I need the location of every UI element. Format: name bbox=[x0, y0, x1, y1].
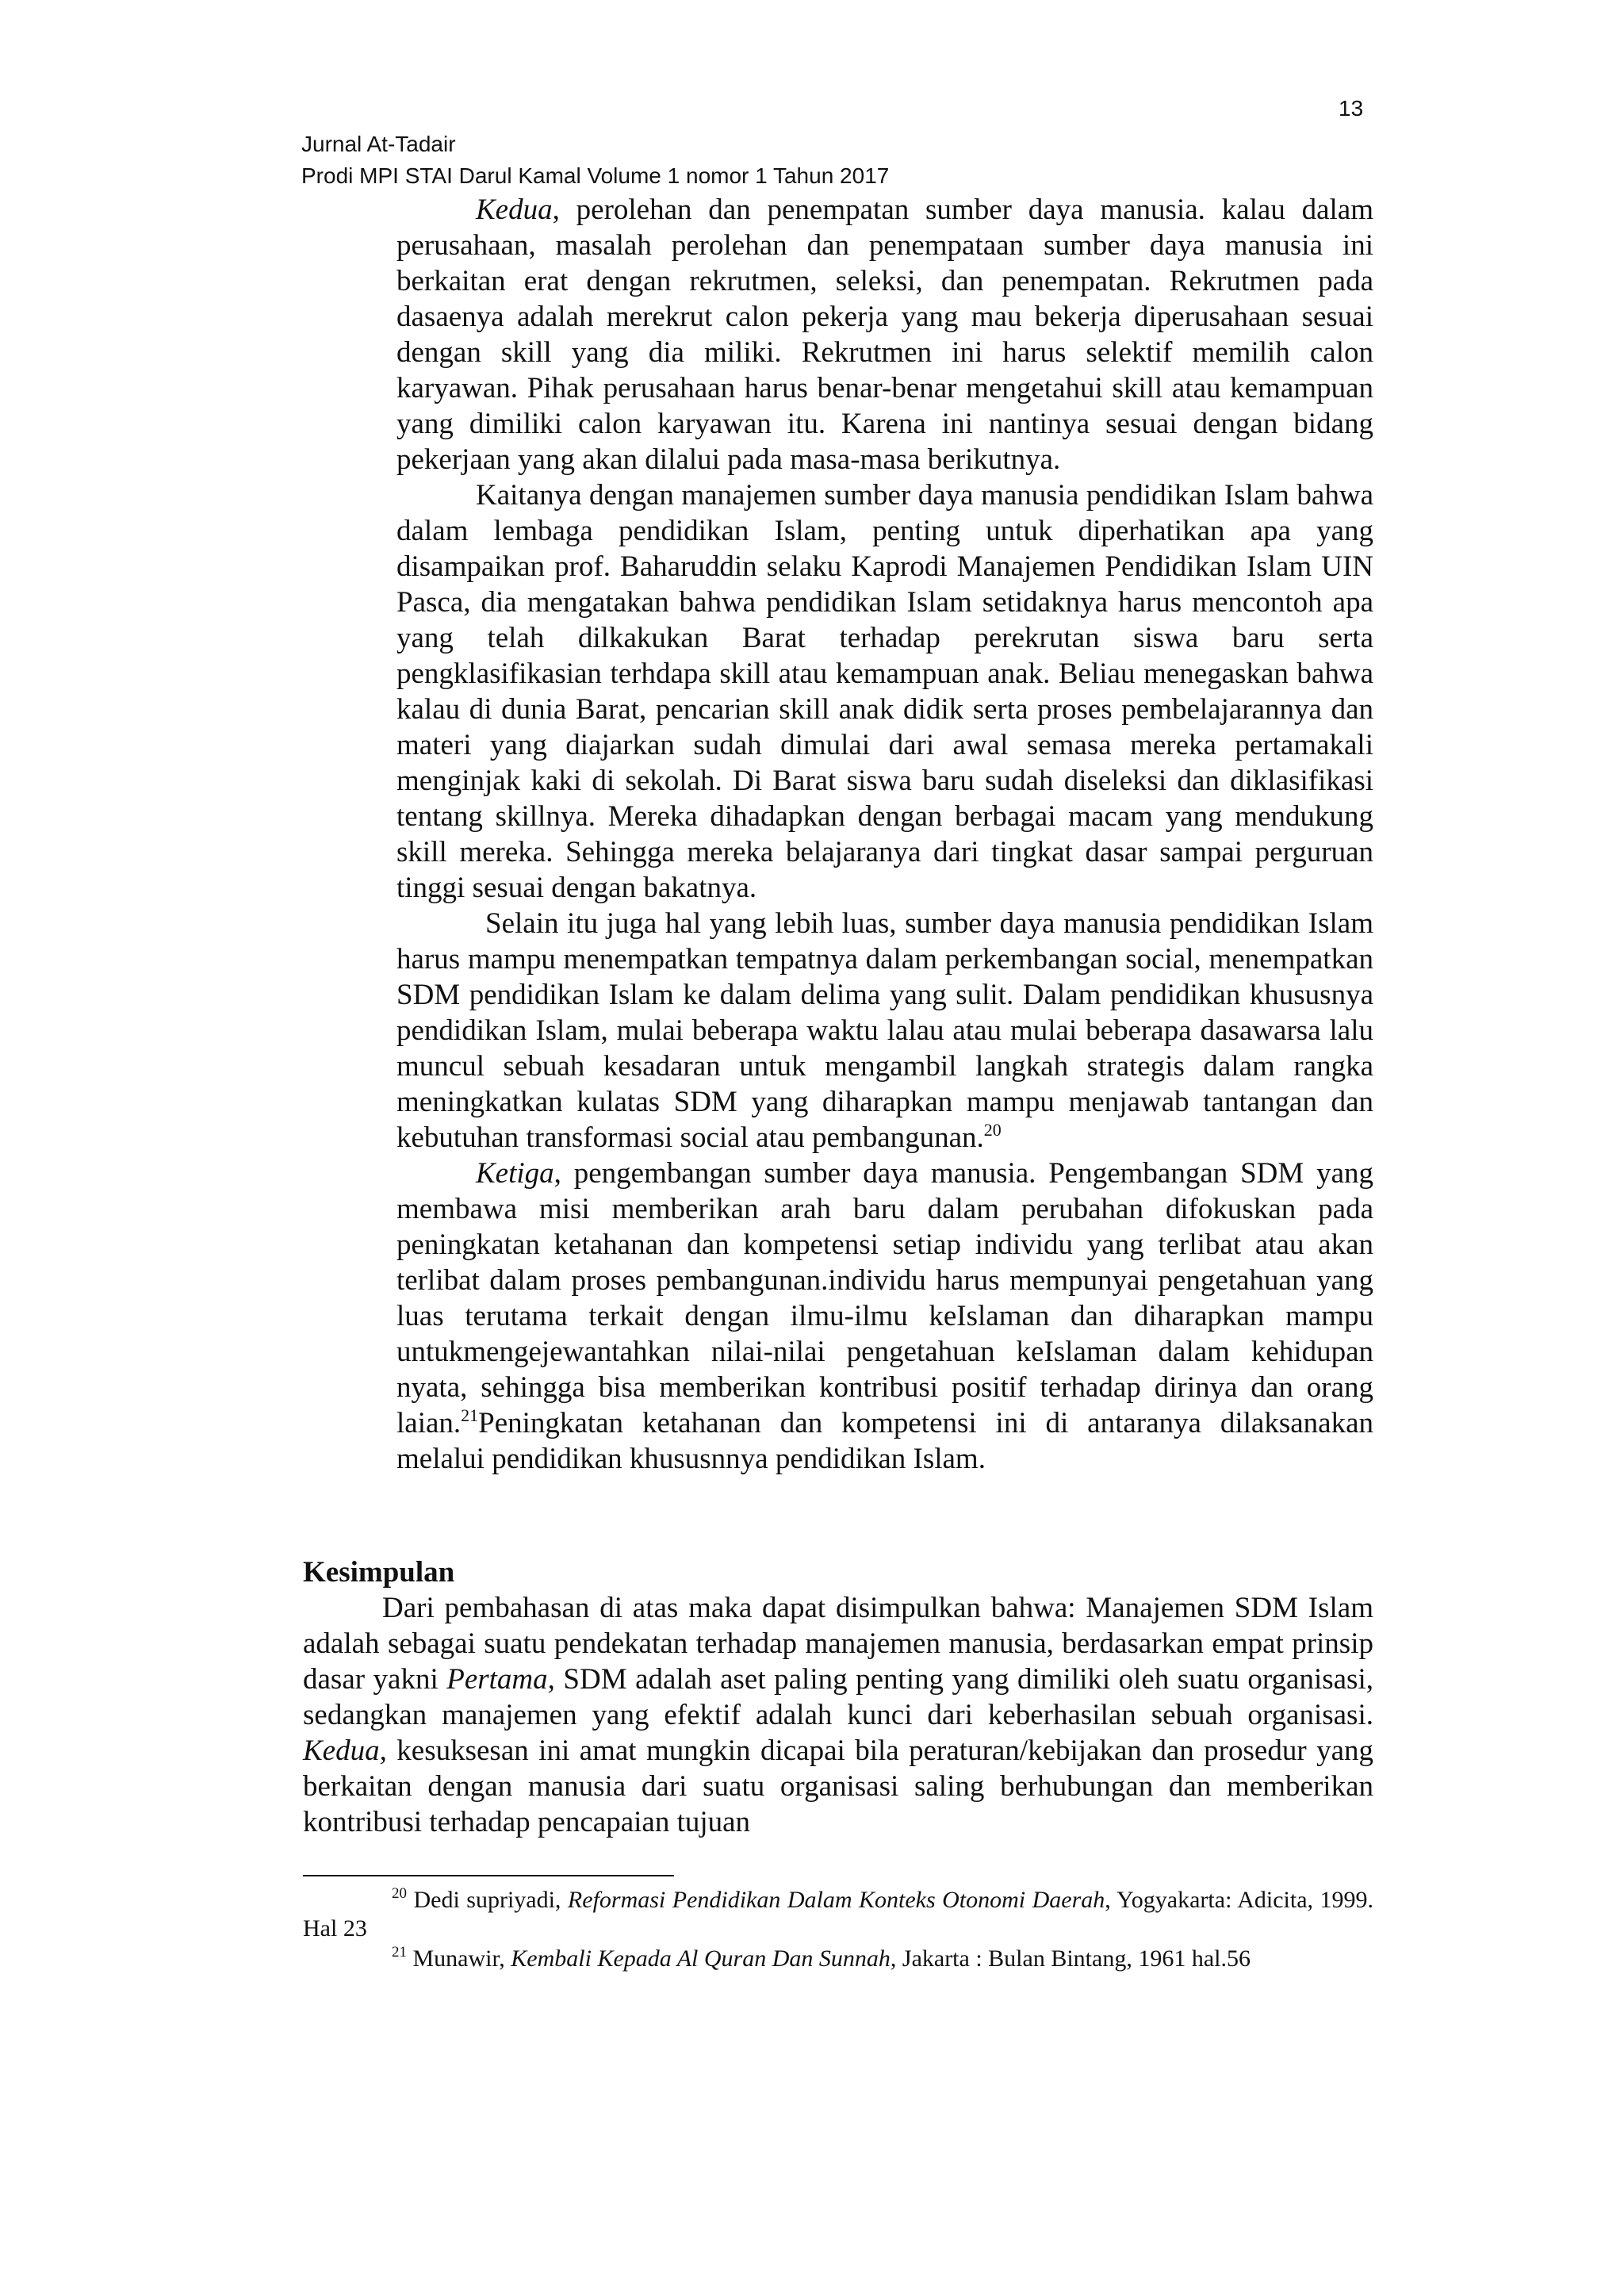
paragraph-conclusion bbox=[303, 1590, 1373, 1840]
footnote-number: 20 bbox=[392, 1885, 407, 1902]
paragraph-text: , pengembangan sumber daya manusia. Pengembangan SDM yang membawa misi memberikan arah baru dalam perubahan difokuskan pada peningkatan ketahanan dan kompetensi setiap individu yang terlibat atau akan terlibat dalam proses pembangunan.individu harus mempunyai pengetahuan yang luas terutama terkait dengan ilmu-ilmu keIslaman dan diharapkan mampu untukmengejewantahkan nilai-nilai pengetahuan keIslaman dalam kehidupan nyata, sehingga bisa memberikan kontribusi positif terhadap dirinya dan orang laian. bbox=[396, 1157, 1373, 1439]
paragraph-kaitanya bbox=[396, 477, 1373, 906]
footnote-text: , Yogyakarta: Adicita, 1999. Hal 23 bbox=[303, 1887, 1374, 1941]
footnote-title: Reformasi Pendidikan Dalam Konteks Otonomi Daerah bbox=[567, 1887, 1105, 1913]
paragraph-text: , perolehan dan penempatan sumber daya manusia. kalau dalam perusahaan, masalah perolehan dan penempataan sumber daya manusia ini berkaitan erat dengan rekrutmen, seleksi, dan penempatan. Rekrutmen pada dasaenya adalah merekrut calon pekerja yang mau bekerja diperusahaan sesuai dengan skill yang dia miliki. Rekrutmen ini harus selektif memilih calon karyawan. Pihak perusahaan harus benar-benar mengetahui skill atau kemampuan yang dimiliki calon karyawan itu. Karena ini nantinya sesuai dengan bidang pekerjaan yang akan dilalui pada masa-masa berikutnya. bbox=[396, 194, 1373, 476]
section-heading-kesimpulan: Kesimpulan bbox=[303, 1556, 455, 1589]
footnote-text: Munawir, bbox=[407, 1945, 511, 1972]
paragraph-text: SDM adalah aset paling penting yang dimiliki oleh suatu organisasi, sedangkan manajemen yang efektif adalah kunci dari keberhasilan sebuah organisasi. bbox=[303, 1663, 1373, 1731]
paragraph-text: Peningkatan ketahanan dan kompetensi ini di antaranya dilaksanakan melalui pendidikan khususnnya pendidikan Islam. bbox=[396, 1407, 1373, 1475]
footnote-title: Kembali Kepada Al Quran Dan Sunnah bbox=[511, 1945, 891, 1972]
emphasis-pertama: Pertama, bbox=[446, 1663, 555, 1696]
footnote-21 bbox=[303, 1945, 1373, 1973]
paragraph-selain bbox=[396, 906, 1373, 1156]
footnote-number: 21 bbox=[392, 1944, 407, 1961]
emphasis-kedua: Kedua bbox=[476, 194, 553, 226]
footnote-text: Dedi supriyadi, bbox=[407, 1887, 568, 1913]
footnote-20 bbox=[303, 1886, 1373, 1943]
emphasis-ketiga: Ketiga bbox=[476, 1157, 554, 1190]
footnote-divider bbox=[303, 1875, 674, 1876]
journal-title: Jurnal At-Tadair bbox=[301, 132, 456, 156]
emphasis-kedua: Kedua, bbox=[303, 1734, 387, 1767]
page-number: 13 bbox=[1339, 96, 1364, 121]
footnotes bbox=[303, 1886, 1373, 1975]
paragraph-text: kesuksesan ini amat mungkin dicapai bila peraturan/kebijakan dan prosedur yang berkaitan dengan manusia dari suatu organisasi saling berhubungan dan memberikan kontribusi terhadap pencapaian tujuan bbox=[303, 1734, 1373, 1838]
paragraph-text: Dari pembahasan di atas maka dapat disimpulkan bahwa: Manajemen SDM Islam adalah sebagai suatu pendekatan terhadap manajemen manusia, berdasarkan empat prinsip dasar yakni bbox=[303, 1592, 1373, 1696]
paragraph-ketiga bbox=[396, 1156, 1373, 1477]
main-body bbox=[396, 192, 1373, 1477]
paragraph-text: Selain itu juga hal yang lebih luas, sumber daya manusia pendidikan Islam harus mampu menempatkan tempatnya dalam perkembangan social, menempatkan SDM pendidikan Islam ke dalam delima yang sulit. Dalam pendidikan khususnya pendidikan Islam, mulai beberapa waktu lalau atau mulai beberapa dasawarsa lalu muncul sebuah kesadaran untuk mengambil langkah strategis dalam rangka meningkatkan kulatas SDM yang diharapkan mampu menjawab tantangan dan kebutuhan transformasi social atau pembangunan. bbox=[396, 907, 1373, 1154]
footnote-text: , Jakarta : Bulan Bintang, 1961 hal.56 bbox=[890, 1945, 1251, 1972]
paragraph-kedua bbox=[396, 192, 1373, 477]
paragraph-text: Kaitanya dengan manajemen sumber daya manusia pendidikan Islam bahwa dalam lembaga pendidikan Islam, penting untuk diperhatikan apa yang disampaikan prof. Baharuddin selaku Kaprodi Manajemen Pendidikan Islam UIN Pasca, dia mengatakan bahwa pendidikan Islam setidaknya harus mencontoh apa yang telah dilkakukan Barat terhadap perekrutan siswa baru serta pengklasifikasian terhdapa skill atau kemampuan anak. Beliau menegaskan bahwa kalau di dunia Barat, pencarian skill anak didik serta proses pembelajarannya dan materi yang diajarkan sudah dimulai dari awal semasa mereka pertamakali menginjak kaki di sekolah. Di Barat siswa baru sudah diseleksi dan diklasifikasi tentang skillnya. Mereka dihadapkan dengan berbagai macam yang mendukung skill mereka. Sehingga mereka belajaranya dari tingkat dasar sampai perguruan tinggi sesuai dengan bakatnya. bbox=[396, 479, 1373, 904]
journal-subtitle: Prodi MPI STAI Darul Kamal Volume 1 nomor 1 Tahun 2017 bbox=[301, 163, 890, 188]
footnote-ref-21[interactable]: 21 bbox=[461, 1405, 479, 1425]
footnote-ref-20[interactable]: 20 bbox=[983, 1120, 1002, 1140]
conclusion-body bbox=[303, 1590, 1373, 1840]
